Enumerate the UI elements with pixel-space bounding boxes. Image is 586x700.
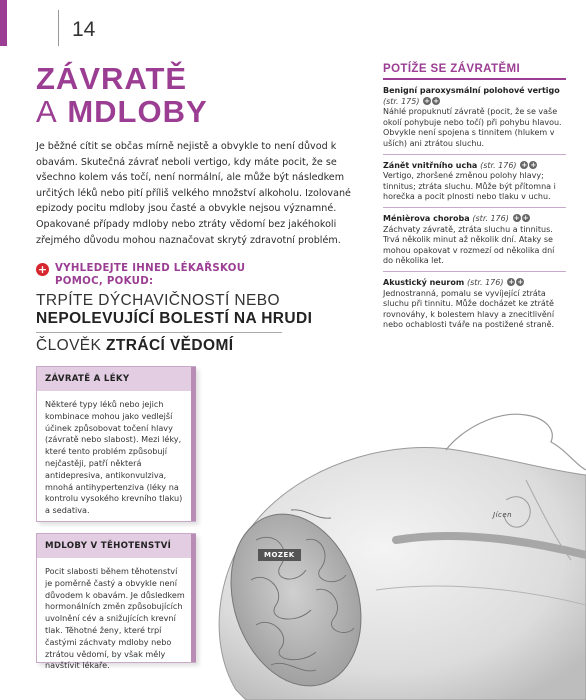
symptom-1: [36, 292, 366, 328]
pregnancy-box: [36, 533, 196, 671]
plus-icon: +: [517, 278, 524, 287]
entry-text: Vertigo, zhoršené změnou polohy hlavy; tinnitus; ztráta sluchu. Může být přítomna i horečka a pocit plnosti nebo tlaku v uchu.: [383, 171, 556, 202]
pregnancy-box-heading: MDLOBY V TĚHOTENSTVÍ: [37, 534, 195, 558]
entry-text: Jednostranná, pomalu se vyvíjející ztráta sluchu při tinnitu. Může docházet ke ztrátě rovnováhy, k bolestem hlavy a znecitlivění nebo ochablosti tváře na postižené straně.: [383, 288, 555, 330]
entry-text: Záchvaty závratě, ztráta sluchu a tinnitus. Trvá několik minut až několik dní. Ataky se mohou opakovat v rozmezí od několika dní do několika let.: [383, 224, 555, 266]
symptom-divider: [36, 332, 282, 333]
entry-page-ref[interactable]: (str. 175): [383, 96, 420, 106]
warning-heading-line-2: POMOC, POKUD:: [55, 276, 154, 287]
drugs-box-accent: [191, 367, 196, 521]
symptom-2: [36, 337, 366, 355]
pregnancy-box-body: Pocit slabosti během těhotenství je poměrně častý a obvykle není důvodem k obavám. Je důsledkem hormonálních změn způsobujících uvolnění cév a snižujících krevní tlak. Těhotné ženy, které trpí častými záchvaty mdloby nebo ztrátou vědomí, by však měly navštívit lékaře.: [45, 566, 185, 671]
warning-heading: [36, 262, 366, 288]
plus-icon: +: [433, 97, 439, 106]
plus-icon: +: [530, 161, 537, 170]
title-line-1: ZÁVRATĚ: [36, 61, 188, 96]
symptom-2-bold: ZTRÁCÍ VĚDOMÍ: [106, 337, 234, 354]
dizziness-sidebar: [383, 63, 566, 335]
symptom-1-light: TRPÍTE DÝCHAVIČNOSTÍ NEBO: [36, 292, 280, 309]
plus-icon: +: [522, 214, 529, 223]
plus-icon: +: [513, 214, 520, 223]
brain-label: MOZEK: [258, 549, 301, 561]
sidebar-entry: [383, 80, 566, 155]
title-line-2: [36, 95, 208, 128]
intro-paragraph: Je běžné cítit se občas mírně nejistě a obvykle to není důvod k obavám. Skutečná závrať neboli vertigo, kdy máte pocit, že se všechno kolem vás točí, není normální, ale může být následkem určitých léků nebo pití příliš velkého množství alkoholu. Izolované epizody pocitu mdloby jsou časté a obvykle nejsou významné. Opakované případy mdloby nebo ztráty vědomí bez jakéhokoli zřejmého důvodu mohou naznačovat skrytý zdravotní problém.: [36, 141, 351, 246]
title-connector: A: [36, 94, 58, 129]
page-corner-accent: [0, 0, 7, 46]
drugs-box: [36, 366, 196, 522]
drugs-box-body: Některé typy léků nebo jejich kombinace mohou jako vedlejší účinek způsobovat točení hlavy (závratě nebo slabost). Mezi léky, které tento problém způsobují nejčastěji, patří některá antidepresiva, antikonvulziva, mnohá antihypertenziva (léky na kontrolu vysokého krevního tlaku) a sedativa.: [45, 399, 183, 516]
entry-page-ref[interactable]: (str. 176): [472, 213, 509, 223]
entry-text: Náhlé propuknutí závratě (pocit, že se vaše okolí pohybuje nebo točí) při pohybu hlavou. Obvykle není spojena s tinnitem (hlukem v uších) ani ztrátou sluchu.: [383, 107, 562, 148]
entry-page-ref[interactable]: (str. 176): [467, 277, 504, 287]
urgent-warning-section: [36, 262, 366, 355]
plus-icon: +: [508, 278, 515, 287]
page-number: 14: [72, 18, 96, 41]
page-number-divider: [58, 10, 59, 46]
pregnancy-box-accent: [191, 534, 196, 662]
sidebar-entry: [383, 208, 566, 272]
plus-circle-icon: +: [37, 263, 48, 276]
entry-name: Akustický neurom: [383, 277, 465, 287]
entry-name: Benigní paroxysmální polohové vertigo: [383, 86, 560, 95]
symptom-1-bold: NEPOLEVUJÍCÍ BOLESTÍ NA HRUDI: [36, 310, 313, 327]
page-title: [36, 62, 208, 128]
symptom-2-light: ČLOVĚK: [36, 337, 102, 354]
entry-name: Zánět vnitřního ucha: [383, 160, 478, 170]
sidebar-entry: [383, 272, 566, 335]
drugs-box-heading: ZÁVRATĚ A LÉKY: [37, 367, 195, 391]
plus-icon: +: [521, 161, 528, 170]
entry-name: Ménièrova choroba: [383, 213, 470, 223]
plus-icon: +: [424, 97, 430, 106]
warning-heading-line-1: VYHLEDEJTE IHNED LÉKAŘSKOU: [55, 263, 246, 274]
sidebar-entry: [383, 155, 566, 208]
head-illustration: [196, 390, 586, 700]
throat-label: Jícen: [493, 511, 513, 519]
entry-page-ref[interactable]: (str. 176): [480, 160, 517, 170]
title-main-word: MDLOBY: [67, 94, 208, 129]
sidebar-title: POTÍŽE SE ZÁVRATĚMI: [383, 63, 566, 80]
